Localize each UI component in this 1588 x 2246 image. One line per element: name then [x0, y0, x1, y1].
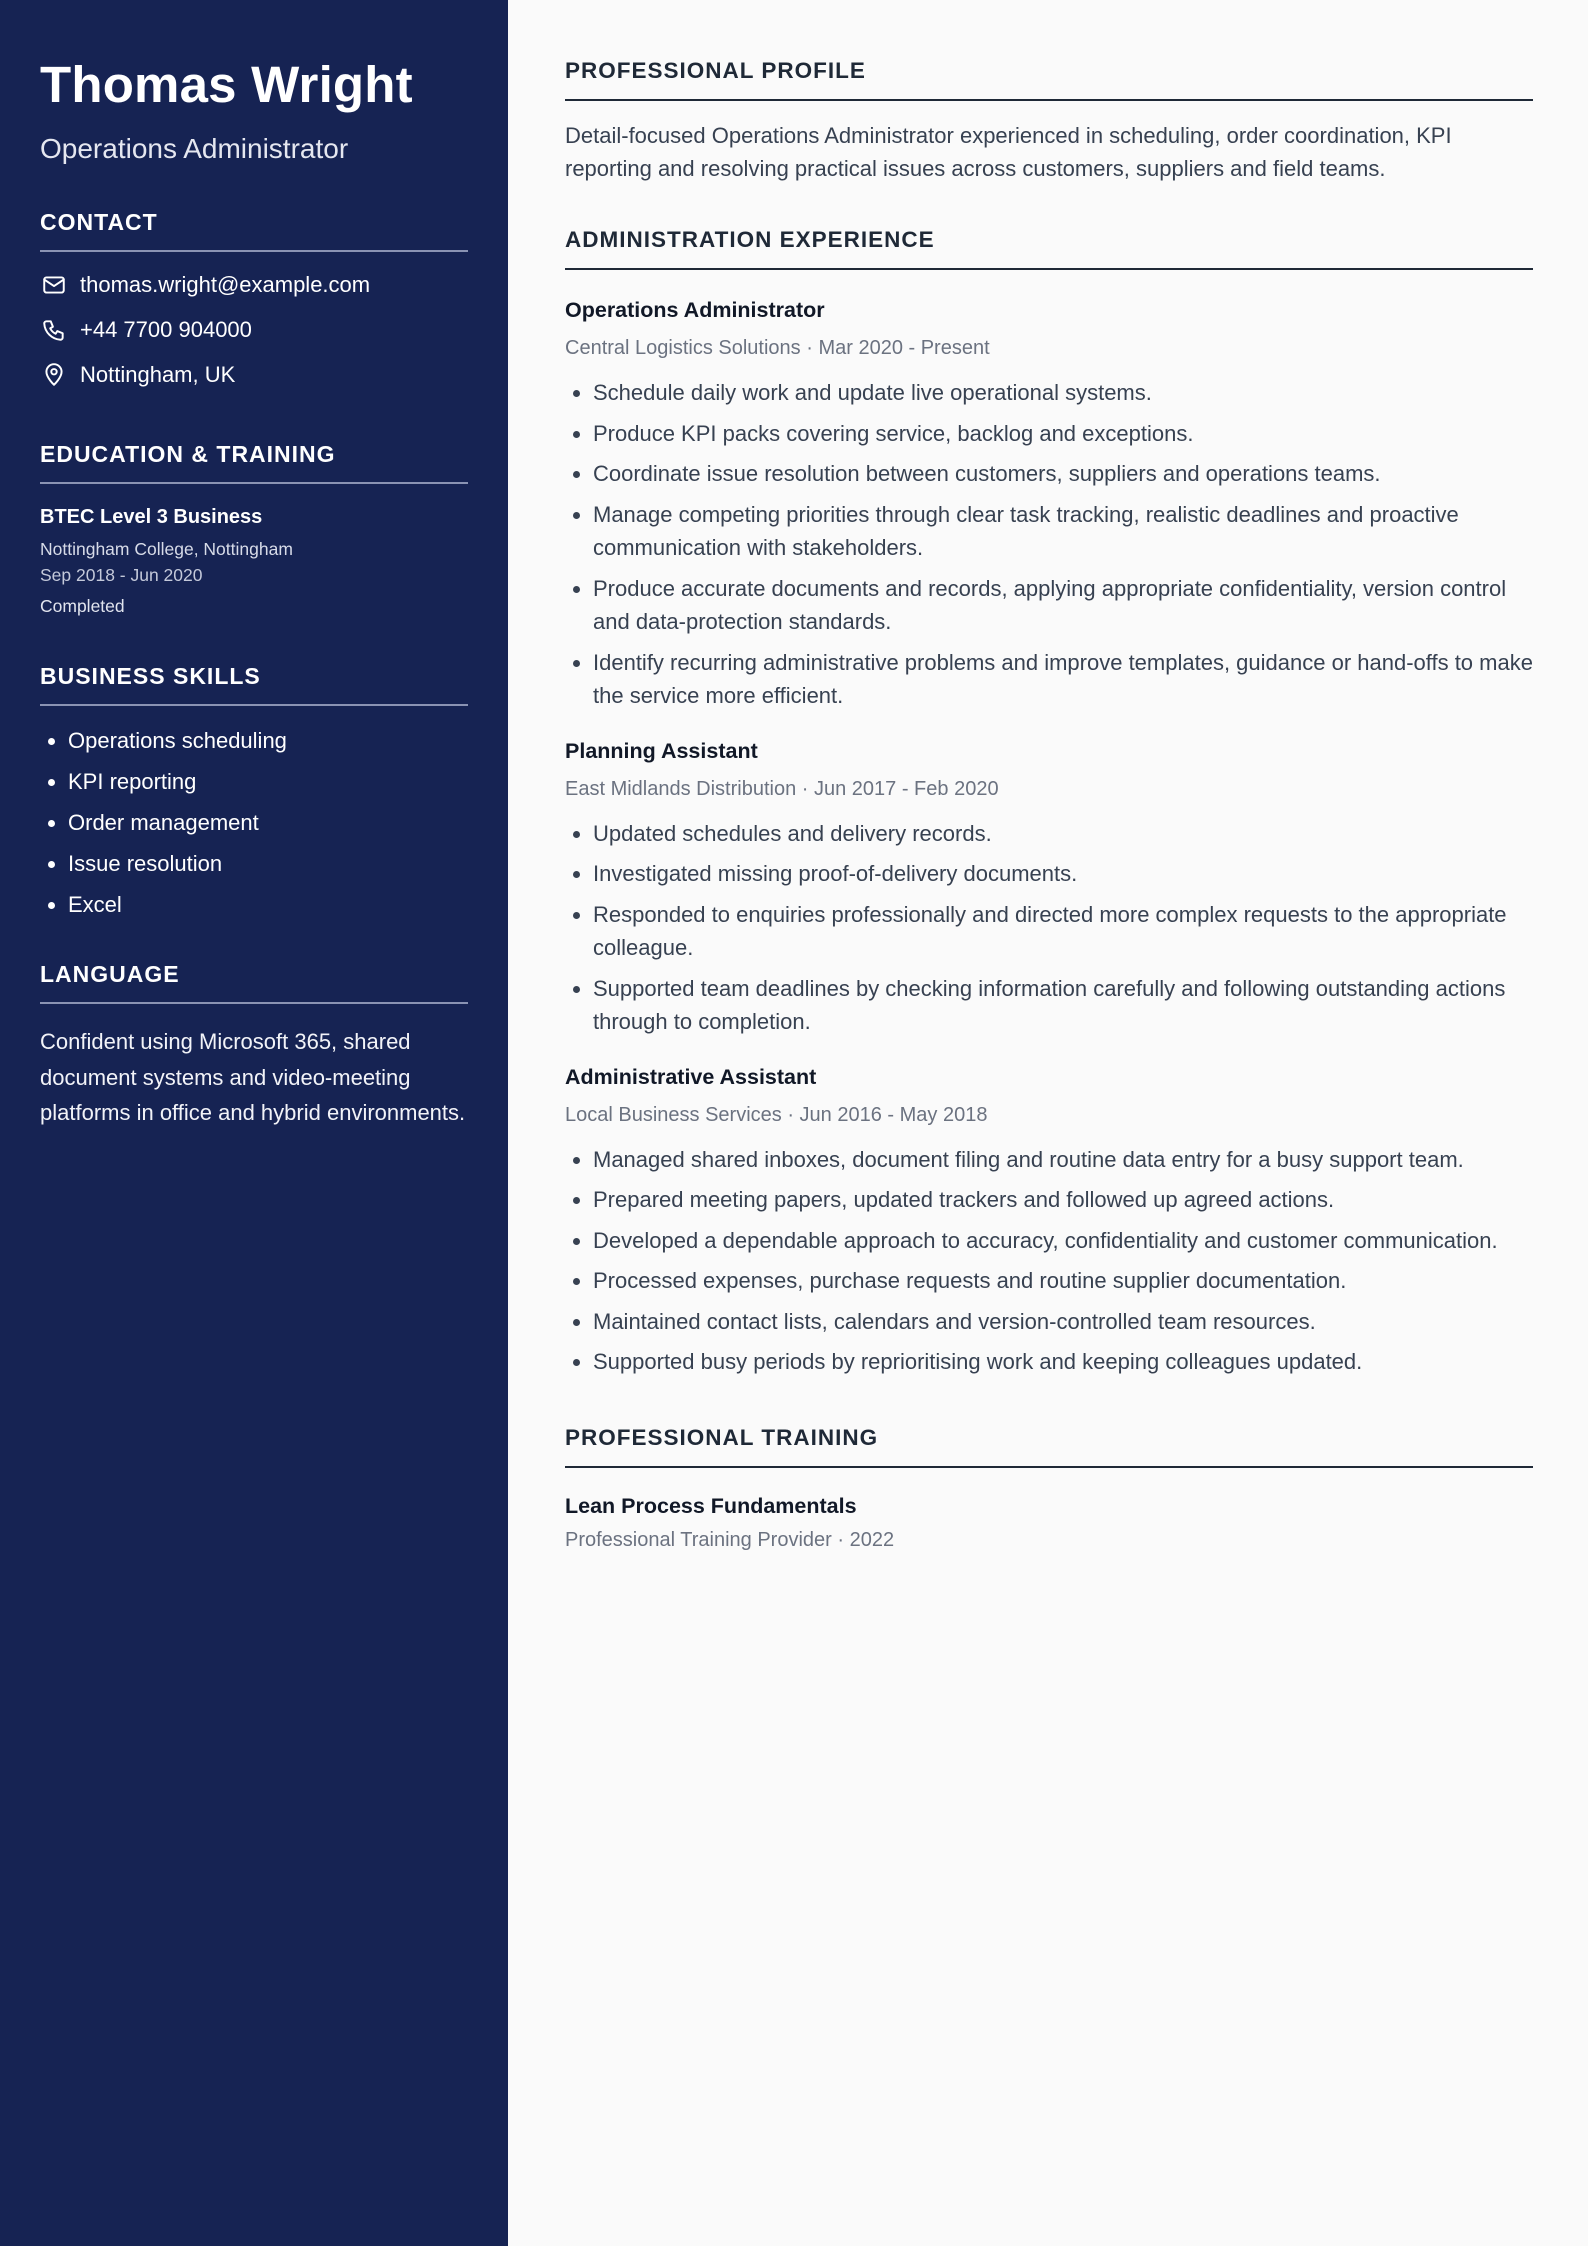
job-bullet: • Produce KPI packs covering service, backlog and exceptions. [593, 417, 1533, 451]
job-title: Planning Assistant [565, 738, 758, 763]
job-title: Operations Administrator [565, 298, 825, 322]
mail-icon [40, 271, 68, 299]
education-heading: EDUCATION & TRAINING [40, 441, 468, 484]
job-bullet: • Schedule daily work and update live operational systems. [593, 376, 1533, 410]
skills-list [40, 720, 468, 925]
job-bullets [565, 817, 1533, 1039]
job-bullet: • Investigated missing proof-of-delivery documents. [593, 857, 1533, 891]
job-bullet: • Responded to enquiries professionally and directed more complex requests to the appropriate colleague. [593, 898, 1533, 965]
job-bullet: • Processed expenses, purchase requests and routine supplier documentation. [593, 1264, 1533, 1298]
skill-item: • Issue resolution [68, 843, 468, 884]
job-bullet: • Coordinate issue resolution between customers, suppliers and operations teams. [593, 457, 1533, 491]
job-bullet: • Supported team deadlines by checking information carefully and following outstanding actions through to completion. [593, 972, 1533, 1039]
education-status: Completed [40, 596, 125, 617]
job-bullet: • Manage competing priorities through clear task tracking, realistic deadlines and proactive communication with stakeholders. [593, 498, 1533, 565]
candidate-role: Operations Administrator [40, 133, 349, 165]
sidebar [0, 0, 508, 2246]
job-meta: Local Business Services · Jun 2016 - May 2018 [565, 1103, 988, 1126]
skill-item: • Operations scheduling [68, 720, 468, 761]
contact-email-text[interactable]: thomas.wright@example.com [80, 271, 371, 297]
job-bullet: • Updated schedules and delivery records. [593, 817, 1533, 851]
location-pin-icon [40, 361, 68, 389]
job-title: Administrative Assistant [565, 1064, 817, 1089]
contact-email[interactable] [40, 262, 468, 307]
job-bullets [565, 376, 1533, 713]
job-entry [565, 298, 1533, 713]
contact-phone-text[interactable]: +44 7700 904000 [80, 316, 252, 342]
training-meta: Professional Training Provider · 2022 [565, 1528, 895, 1551]
profile-text: Detail-focused Operations Administrator experienced in scheduling, order coordination, KPI reporting and resolving practical issues across customers, suppliers and field teams. [565, 123, 1452, 181]
skill-item: • Excel [68, 884, 468, 925]
job-bullet: • Identify recurring administrative problems and improve templates, guidance or hand-offs to make the service more efficient. [593, 646, 1533, 713]
skill-item: • Order management [68, 802, 468, 843]
skill-item: • KPI reporting [68, 761, 468, 802]
job-entry [565, 1065, 1533, 1379]
profile-heading: PROFESSIONAL PROFILE [565, 58, 1533, 101]
job-bullets [565, 1143, 1533, 1379]
job-bullet: • Produce accurate documents and records, applying appropriate confidentiality, version control and data-protection standards. [593, 572, 1533, 639]
education-title: BTEC Level 3 Business [40, 506, 263, 529]
candidate-name: Thomas Wright [40, 56, 413, 113]
contact-heading: CONTACT [40, 209, 468, 252]
contact-phone[interactable] [40, 307, 468, 352]
phone-icon [40, 316, 68, 344]
contact-location [40, 352, 468, 397]
job-bullet: • Supported busy periods by reprioritising work and keeping colleagues updated. [593, 1345, 1533, 1379]
training-heading: PROFESSIONAL TRAINING [565, 1425, 1533, 1468]
experience-heading: ADMINISTRATION EXPERIENCE [565, 227, 1533, 270]
skills-heading: BUSINESS SKILLS [40, 663, 468, 706]
job-entry [565, 739, 1533, 1039]
language-text: Confident using Microsoft 365, shared document systems and video-meeting platforms in office and hybrid environments. [40, 1029, 466, 1126]
contact-list [40, 262, 468, 397]
job-bullet: • Maintained contact lists, calendars and version-controlled team resources. [593, 1305, 1533, 1339]
contact-location-text: Nottingham, UK [80, 361, 236, 387]
job-meta: East Midlands Distribution · Jun 2017 - Feb 2020 [565, 777, 999, 800]
training-title: Lean Process Fundamentals [565, 1493, 857, 1518]
education-dates: Sep 2018 - Jun 2020 [40, 565, 203, 586]
language-heading: LANGUAGE [40, 961, 468, 1004]
main-content [508, 0, 1588, 2246]
job-bullet: • Managed shared inboxes, document filing and routine data entry for a busy support team. [593, 1143, 1533, 1177]
job-bullet: • Developed a dependable approach to accuracy, confidentiality and customer communication. [593, 1224, 1533, 1258]
education-institution: Nottingham College, Nottingham [40, 539, 293, 560]
job-meta: Central Logistics Solutions · Mar 2020 - Present [565, 337, 990, 359]
job-bullet: • Prepared meeting papers, updated trackers and followed up agreed actions. [593, 1183, 1533, 1217]
